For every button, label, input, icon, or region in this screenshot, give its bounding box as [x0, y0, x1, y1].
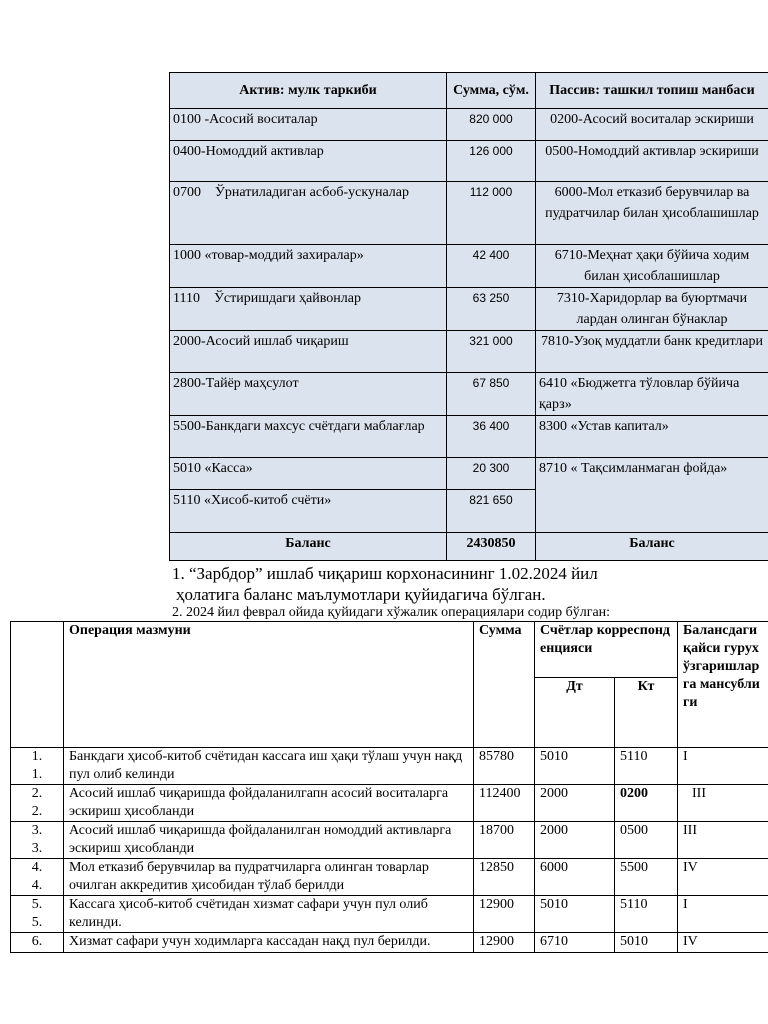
operation-credit: 0200	[615, 785, 678, 822]
operation-debit: 6000	[535, 859, 615, 896]
balance-total-amount: 2430850	[447, 533, 536, 561]
operation-number-primary: 2.	[31, 786, 43, 801]
balance-row	[170, 373, 768, 416]
operation-credit: 5500	[615, 859, 678, 896]
balance-header-row	[170, 73, 768, 109]
operation-debit: 5010	[535, 896, 615, 933]
operation-number-primary: 4.	[31, 860, 43, 875]
operation-row	[11, 859, 768, 896]
liability-cell: 7310-Харидорлар ва буюртмачи лардан олинган бўнаклар	[536, 288, 768, 331]
asset-cell: 0700 Ўрнатиладиган асбоб-ускуналар	[170, 182, 447, 245]
operation-number	[11, 785, 64, 822]
balance-row	[170, 109, 768, 141]
operation-debit: 2000	[535, 822, 615, 859]
amount-cell: 820 000	[447, 109, 536, 141]
liability-cell: 8710 « Тақсимланмаган фойда»	[536, 458, 768, 533]
operation-description: Мол етказиб берувчилар ва пудратчиларга олинган товарлар очилган аккредитив ҳисобидан тўлаб берилди	[64, 859, 474, 896]
operation-number-secondary: 5.	[31, 915, 43, 930]
balance-table	[169, 72, 768, 561]
operation-sum: 12900	[474, 896, 535, 933]
balance-table-body	[170, 73, 768, 561]
operation-description: Кассага ҳисоб-китоб счётидан хизмат сафари учун пул олиб келинди.	[64, 896, 474, 933]
operation-row	[11, 896, 768, 933]
operation-number-primary: 5.	[31, 897, 43, 912]
operation-number-primary: 6.	[31, 934, 43, 949]
balance-row	[170, 182, 768, 245]
amount-cell: 112 000	[447, 182, 536, 245]
operation-description: Асосий ишлаб чиқаришда фойдаланилган номоддий активларга эскириш ҳисобланди	[64, 822, 474, 859]
operations-caption: 2. 2024 йил феврал ойида қуйидаги хўжалик операциялари содир бўлган:	[172, 605, 611, 620]
balance-group-header: Балансдаги қайси гурух ўзгаришларга мансублиги	[678, 622, 768, 748]
asset-cell: 0100 -Асосий воситалар	[170, 109, 447, 141]
operation-row	[11, 822, 768, 859]
liability-cell: 6710-Меҳнат ҳақи бўйича ходим билан ҳисоблашишлар	[536, 245, 768, 288]
operation-description: Хизмат сафари учун ходимларга кассадан нақд пул берилди.	[64, 933, 474, 953]
operation-sum: 112400	[474, 785, 535, 822]
operation-number	[11, 822, 64, 859]
balance-row	[170, 331, 768, 373]
operation-row	[11, 748, 768, 785]
operation-credit: 5110	[615, 748, 678, 785]
amount-cell: 42 400	[447, 245, 536, 288]
amount-cell: 20 300	[447, 458, 536, 490]
operation-number-secondary: 2.	[31, 804, 43, 819]
balance-caption-line2: ҳолатига баланс маълумотлари қуйидагича бўлган.	[176, 585, 546, 604]
balance-row	[170, 288, 768, 331]
operation-row	[11, 785, 768, 822]
asset-cell: 1110 Ўстиришдаги ҳайвонлар	[170, 288, 447, 331]
operation-balance-group: III	[678, 785, 768, 822]
operation-balance-group: IV	[678, 859, 768, 896]
operation-description: Асосий ишлаб чиқаришда фойдаланилгапн асосий воситаларга эскириш ҳисобланди	[64, 785, 474, 822]
operation-credit: 5110	[615, 896, 678, 933]
operation-balance-group: I	[678, 896, 768, 933]
amount-cell: 321 000	[447, 331, 536, 373]
balance-row	[170, 141, 768, 182]
operation-credit: 5010	[615, 933, 678, 953]
operation-number	[11, 896, 64, 933]
asset-cell: 5500-Банкдаги махсус счётдаги маблағлар	[170, 416, 447, 458]
liability-cell: 8300 «Устав капитал»	[536, 416, 768, 458]
operation-number	[11, 748, 64, 785]
asset-cell: 5110 «Хисоб-китоб счёти»	[170, 490, 447, 533]
asset-cell: 0400-Номоддий активлар	[170, 141, 447, 182]
liability-cell: 7810-Узоқ муддатли банк кредитлари	[536, 331, 768, 373]
operations-header-row	[11, 622, 768, 678]
operation-balance-group: I	[678, 748, 768, 785]
operation-number-secondary: 1.	[31, 767, 43, 782]
correspondence-header: Счётлар корреспонденцияси	[535, 622, 678, 678]
balance-row	[170, 245, 768, 288]
balance-total-label: Баланс	[170, 533, 447, 561]
asset-cell: 5010 «Касса»	[170, 458, 447, 490]
operation-sum: 85780	[474, 748, 535, 785]
operation-number-primary: 1.	[31, 749, 43, 764]
operation-description: Банкдаги ҳисоб-китоб счётидан кассага иш ҳақи тўлаш учун нақд пул олиб келинди	[64, 748, 474, 785]
operation-sum: 18700	[474, 822, 535, 859]
liability-header: Пассив: ташкил топиш манбаси	[536, 73, 768, 109]
asset-cell: 2000-Асосий ишлаб чиқариш	[170, 331, 447, 373]
operation-debit: 2000	[535, 785, 615, 822]
operation-row	[11, 933, 768, 953]
amount-cell: 821 650	[447, 490, 536, 533]
balance-caption-line1: 1. “Зарбдор” ишлаб чиқариш корхонасининг 1.02.2024 йил	[172, 564, 598, 583]
amount-header: Сумма, сўм.	[447, 73, 536, 109]
liability-cell: 6410 «Бюджетга тўловлар бўйича қарз»	[536, 373, 768, 416]
operation-debit: 5010	[535, 748, 615, 785]
operation-number-secondary: 4.	[31, 878, 43, 893]
number-header	[11, 622, 64, 748]
operation-credit: 0500	[615, 822, 678, 859]
debit-header: Дт	[535, 678, 615, 748]
operation-number	[11, 933, 64, 953]
operation-balance-group: III	[678, 822, 768, 859]
balance-row	[170, 416, 768, 458]
asset-cell: 1000 «товар-моддий захиралар»	[170, 245, 447, 288]
operations-table	[10, 621, 768, 953]
operation-number	[11, 859, 64, 896]
asset-header: Актив: мулк таркиби	[170, 73, 447, 109]
liability-cell: 6000-Мол етказиб берувчилар ва пудратчилар билан ҳисоблашишлар	[536, 182, 768, 245]
amount-cell: 63 250	[447, 288, 536, 331]
operation-number-secondary: 3.	[31, 841, 43, 856]
operation-debit: 6710	[535, 933, 615, 953]
balance-row	[170, 458, 768, 490]
description-header: Операция мазмуни	[64, 622, 474, 748]
asset-cell: 2800-Тайёр маҳсулот	[170, 373, 447, 416]
operations-table-body	[11, 622, 768, 953]
balance-caption	[172, 563, 598, 605]
amount-cell: 36 400	[447, 416, 536, 458]
operation-balance-group: IV	[678, 933, 768, 953]
balance-total-label-right: Баланс	[536, 533, 768, 561]
operation-sum: 12850	[474, 859, 535, 896]
amount-cell: 67 850	[447, 373, 536, 416]
liability-cell: 0200-Асосий воситалар эскириши	[536, 109, 768, 141]
balance-footer-row	[170, 533, 768, 561]
liability-cell: 0500-Номоддий активлар эскириши	[536, 141, 768, 182]
sum-header: Сумма	[474, 622, 535, 748]
amount-cell: 126 000	[447, 141, 536, 182]
operation-sum: 12900	[474, 933, 535, 953]
operation-number-primary: 3.	[31, 823, 43, 838]
credit-header: Кт	[615, 678, 678, 748]
